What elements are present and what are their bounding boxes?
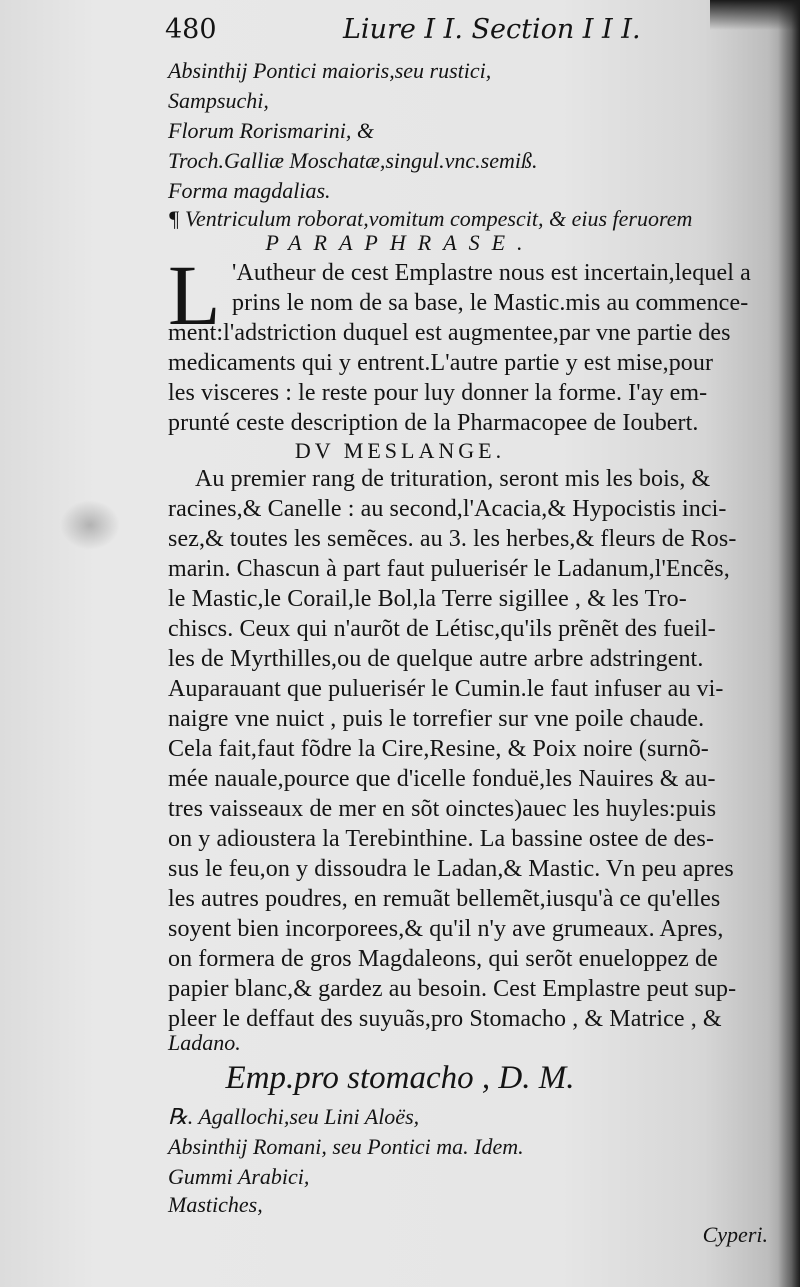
paragraph-line: racines,& Canelle : au second,l'Acacia,& Hypocistis inci- [168,496,727,522]
recipe-line: Mastiches, [168,1192,263,1217]
paragraph-line: soyent bien incorporees,& qu'il n'y ave grumeaux. Apres, [168,916,724,942]
paragraph-line: ment:l'adstriction duquel est augmentee,par vne partie des [168,320,731,346]
drop-cap: L [168,247,221,343]
paragraph-line: marin. Chascun à part faut puluerisér le Ladanum,l'Encẽs, [168,556,730,582]
paragraph-line: mée nauale,pource que d'icelle fonduë,les Nauires & au- [168,766,716,792]
recipe-line: Forma magdalias. [168,178,331,203]
recipe-line: ℞. Agallochi,seu Lini Aloës, [168,1104,420,1129]
recipe-line: Florum Rorismarini, & [168,118,374,143]
meslange-heading: DV MESLANGE. [294,438,506,463]
paragraph-line: sus le feu,on y dissoudra le Ladan,& Mastic. Vn peu apres [168,856,734,882]
paragraph-line: prunté ceste description de la Pharmacopee de Ioubert. [168,410,699,436]
paragraph-line: prins le nom de sa base, le Mastic.mis au commence- [232,290,749,316]
paragraph-line: Cela fait,faut fõdre la Cire,Resine, & Poix noire (surnõ- [168,736,709,762]
paragraph-line: Ladano. [168,1030,241,1055]
paragraph-line: papier blanc,& gardez au besoin. Cest Emplastre peut sup- [168,976,737,1002]
paragraph-line: le Mastic,le Corail,le Bol,la Terre sigillee , & les Tro- [168,586,687,612]
paragraph-line: on formera de gros Magdaleons, qui serõt enueloppez de [168,946,718,972]
recipe-line: Troch.Galliæ Moschatæ,singul.vnc.semiß. [168,148,538,173]
paragraph-line: pleer le deffaut des suyuãs,pro Stomacho , & Matrice , & [168,1006,722,1032]
paragraph-line: les autres poudres, en remuãt bellemẽt,iusqu'à ce qu'elles [168,886,721,912]
paragraph-line: on y adioustera la Terebinthine. La bassine ostee de des- [168,826,715,852]
paragraph-line: les de Myrthilles,ou de quelque autre arbre adstringent. [168,646,704,672]
recipe-line: Absinthij Romani, seu Pontici ma. Idem. [168,1134,524,1159]
page-header [165,14,765,54]
catchword: Cyperi. [702,1222,768,1247]
paragraph-line: 'Autheur de cest Emplastre nous est incertain,lequel a [232,260,751,286]
paragraph-line: tres vaisseaux de mer en sõt oinctes)auec les huyles:puis [168,796,717,822]
paragraph-line: naigre vne nuict , puis le torrefier sur vne poile chaude. [168,706,705,732]
paragraph-line: Au premier rang de trituration, seront mis les bois, & [195,466,711,492]
running-head: Liure I I. Section I I I. [343,14,641,45]
recipe-note: ¶ Ventriculum roborat,vomitum compescit, & eius feruorem [168,206,693,231]
recipe-line: Sampsuchi, [168,88,269,113]
page-number: 480 [165,14,217,45]
paragraph-line: medicaments qui y entrent.L'autre partie y est mise,pour [168,350,714,376]
recipe-line: Absinthij Pontici maioris,seu rustici, [168,58,492,83]
paragraph-line: les visceres : le reste pour luy donner la forme. I'ay em- [168,380,708,406]
paragraph-line: sez,& toutes les semẽces. au 3. les herbes,& fleurs de Ros- [168,526,737,552]
recipe-title: Emp.pro stomacho , D. M. [225,1060,575,1096]
recipe-line: Gummi Arabici, [168,1164,310,1189]
paragraph-line: chiscs. Ceux qui n'aurõt de Létisc,qu'ils prẽnẽt des fueil- [168,616,716,642]
ink-smudge [60,500,120,550]
paragraph-line: Auparauant que puluerisér le Cumin.le faut infuser au vi- [168,676,724,702]
paraphrase-heading: PARAPHRASE. [265,230,535,255]
